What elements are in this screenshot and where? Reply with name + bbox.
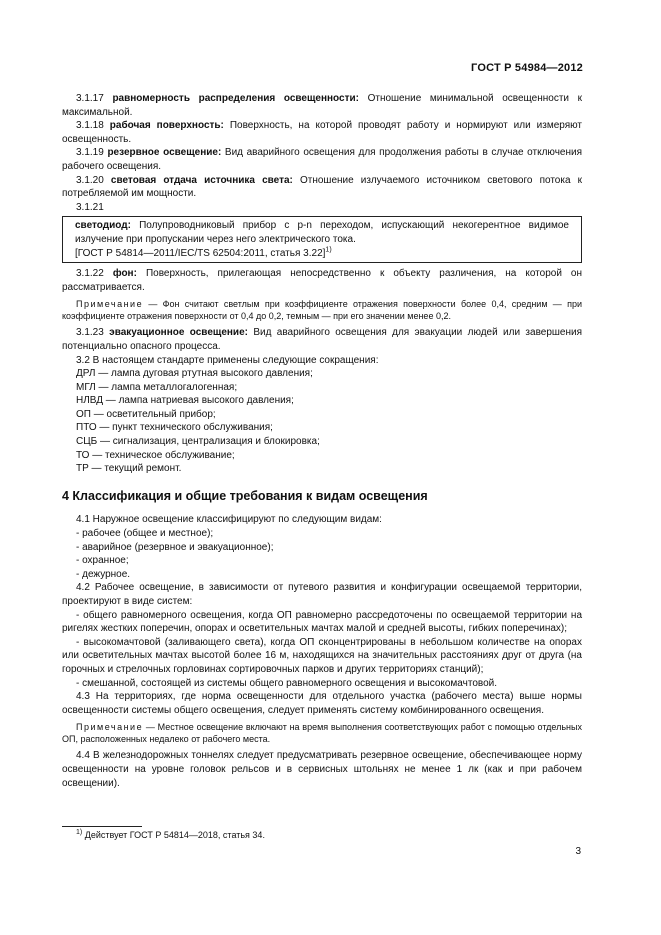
abbreviation-item: ОП — осветительный прибор; bbox=[76, 408, 216, 420]
document-header: ГОСТ Р 54984—2012 bbox=[471, 62, 583, 74]
page-number: 3 bbox=[575, 846, 581, 857]
paragraph-4-1: 4.1 Наружное освещение классифицируют по следующим видам: bbox=[76, 514, 382, 526]
term-3-1-23: 3.1.23 эвакуационное освещение: Вид аварийного освещения для эвакуации людей или завершения потенциально опасного процесса. bbox=[62, 327, 582, 352]
abbreviations-intro: 3.2 В настоящем стандарте применены следующие сокращения: bbox=[76, 354, 379, 366]
abbreviation-item: ПТО — пункт технического обслуживания; bbox=[76, 422, 273, 434]
led-definition-box bbox=[62, 216, 582, 263]
lighting-kind-item: - охранное; bbox=[76, 555, 129, 567]
abbreviation-item: НЛВД — лампа натриевая высокого давления; bbox=[76, 395, 294, 407]
note-local-lighting: Примечание — Местное освещение включают на время выполнения соответствующих работ с помощью отдельных ОП, расположенных недалеко от рабочего места. bbox=[62, 722, 582, 745]
abbreviation-item: СЦБ — сигнализация, централизация и блокировка; bbox=[76, 436, 320, 448]
footnote-marker: 1) bbox=[325, 246, 332, 254]
abbreviation-item: ДРЛ — лампа дуговая ртутная высокого давления; bbox=[76, 368, 313, 380]
term-3-1-19: 3.1.19 резервное освещение: Вид аварийного освещения для продолжения работы в случае отключения рабочего освещения. bbox=[62, 147, 582, 172]
paragraph-4-3: 4.3 На территориях, где норма освещенности для отдельного участка (рабочего места) выше нормы освещенности системы общего освещения, следует применять систему комбинированного освещения. bbox=[62, 691, 582, 716]
term-3-1-21-number: 3.1.21 bbox=[76, 201, 104, 213]
lighting-system-item: - высокомачтовой (заливающего света), когда ОП сконцентрированы в небольшом количестве на опорах или осветительных мачтах высотой более 16 м, находящихся на значительных расстояниях друг от друга (на горочных и стрелочных горловинах сортировочных парков и других территориях станций); bbox=[62, 636, 582, 675]
term-3-1-20: 3.1.20 световая отдача источника света: Отношение излучаемого источником светового потока к потребляемой им мощности. bbox=[62, 174, 582, 200]
lighting-system-item: - общего равномерного освещения, когда ОП равномерно рассредоточены по освещаемой территории на ригелях жестких поперечин, опорах и осветительных мачтах малой и средней высоты, гибких поперечинах); bbox=[62, 609, 582, 635]
abbreviation-item: ТР — текущий ремонт. bbox=[76, 463, 182, 475]
paragraph-4-4: 4.4 В железнодорожных тоннелях следует предусматривать резервное освещение, обеспечивающее норму освещенности на уровне головок рельсов и в сервисных штольнях не менее 1 лк (как и при рабочем освещении). bbox=[62, 750, 582, 789]
term-3-1-17: 3.1.17 равномерность распределения освещенности: Отношение минимальной освещенности к максимальной. bbox=[62, 93, 583, 118]
led-reference: [ГОСТ Р 54814—2011/IEC/TS 62504:2011, статья 3.22]$^{1)}$ bbox=[75, 246, 332, 259]
note-background: Примечание — Фон считают светлым при коэффициенте отражения поверхности более 0,4, средним — при коэффициенте отражения поверхности от 0,4 до 0,2, темным — при его значении менее 0,2. bbox=[62, 299, 582, 322]
lighting-system-item: - смешанной, состоящей из системы общего равномерного освещения и высокомачтовой. bbox=[76, 677, 498, 689]
document-body bbox=[62, 92, 582, 790]
led-definition: светодиод: Полупроводниковый прибор с p-n переходом, испускающий некогерентное видимое излучение при пропускании через него электрического тока. bbox=[75, 220, 569, 245]
abbreviation-item: ТО — техническое обслуживание; bbox=[76, 449, 235, 461]
section-4-heading: 4 Классификация и общие требования к видам освещения bbox=[62, 488, 428, 503]
term-3-1-22: 3.1.22 фон: Поверхность, прилегающая непосредственно к объекту различения, на которой он рассматривается. bbox=[62, 268, 583, 293]
paragraph-4-2: 4.2 Рабочее освещение, в зависимости от путевого развития и конфигурации освещаемой территории, проектируют в виде систем: bbox=[62, 582, 582, 607]
footnote-divider bbox=[62, 826, 142, 827]
lighting-kind-item: - дежурное. bbox=[76, 568, 131, 580]
lighting-kind-item: - рабочее (общее и местное); bbox=[76, 528, 214, 540]
lighting-kind-item: - аварийное (резервное и эвакуационное); bbox=[76, 541, 274, 553]
footnote: $^{1)}$ Действует ГОСТ Р 54814—2018, статья 34. bbox=[76, 829, 265, 840]
abbreviation-item: МГЛ — лампа металлогалогенная; bbox=[76, 381, 238, 393]
term-3-1-18: 3.1.18 рабочая поверхность: Поверхность, на которой проводят работу и нормируют или измеряют освещенность. bbox=[62, 120, 582, 145]
